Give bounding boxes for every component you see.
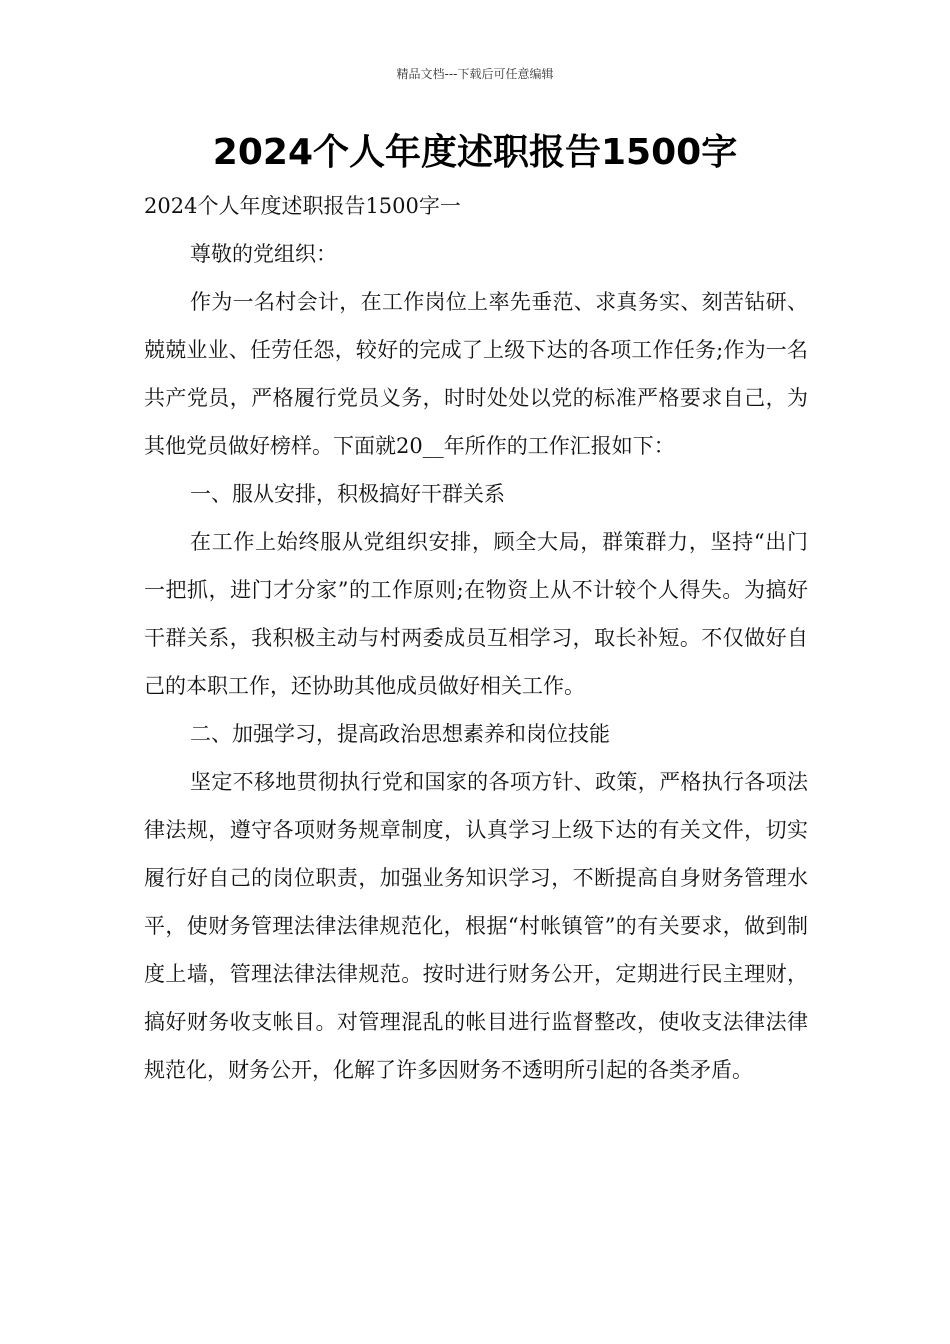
document-title: 2024个人年度述职报告1500字 xyxy=(212,132,738,173)
paragraph-intro: 作为一名村会计，在工作岗位上率先垂范、求真务实、刻苦钻研、兢兢业业、任劳任怨，较好的完成了上级下达的各项工作任务;作为一名共产党员，严格履行党员义务，时时处处以党的标准严格要求自己，为其他党员做好榜样。下面就20__年所作的工作汇报如下： xyxy=(144,290,808,458)
page-header: 精品文档---下载后可任意编辑 xyxy=(396,67,554,81)
paragraph-section-2: 坚定不移地贯彻执行党和国家的各项方针、政策，严格执行各项法律法规，遵守各项财务规章制度，认真学习上级下达的有关文件，切实履行好自己的岗位职责，加强业务知识学习，不断提高自身财务管理水平，使财务管理法律法律规范化，根据“村帐镇管”的有关要求，做到制度上墙，管理法律法律规范。按时进行财务公开，定期进行民主理财，搞好财务收支帐目。对管理混乱的帐目进行监督整改，使收支法律法律规范化，财务公开，化解了许多因财务不透明所引起的各类矛盾。 xyxy=(144,770,808,1082)
section-heading-1: 一、服从安排，积极搞好干群关系 xyxy=(190,482,505,506)
document-subtitle: 2024个人年度述职报告1500字一 xyxy=(144,194,461,218)
salutation: 尊敬的党组织： xyxy=(190,242,337,266)
paragraph-section-1: 在工作上始终服从党组织安排，顾全大局，群策群力，坚持“出门一把抓，进门才分家”的工作原则;在物资上从不计较个人得失。为搞好干群关系，我积极主动与村两委成员互相学习，取长补短。不仅做好自己的本职工作，还协助其他成员做好相关工作。 xyxy=(144,530,808,698)
section-heading-2: 二、加强学习，提高政治思想素养和岗位技能 xyxy=(190,722,610,746)
document-body xyxy=(144,182,808,1094)
